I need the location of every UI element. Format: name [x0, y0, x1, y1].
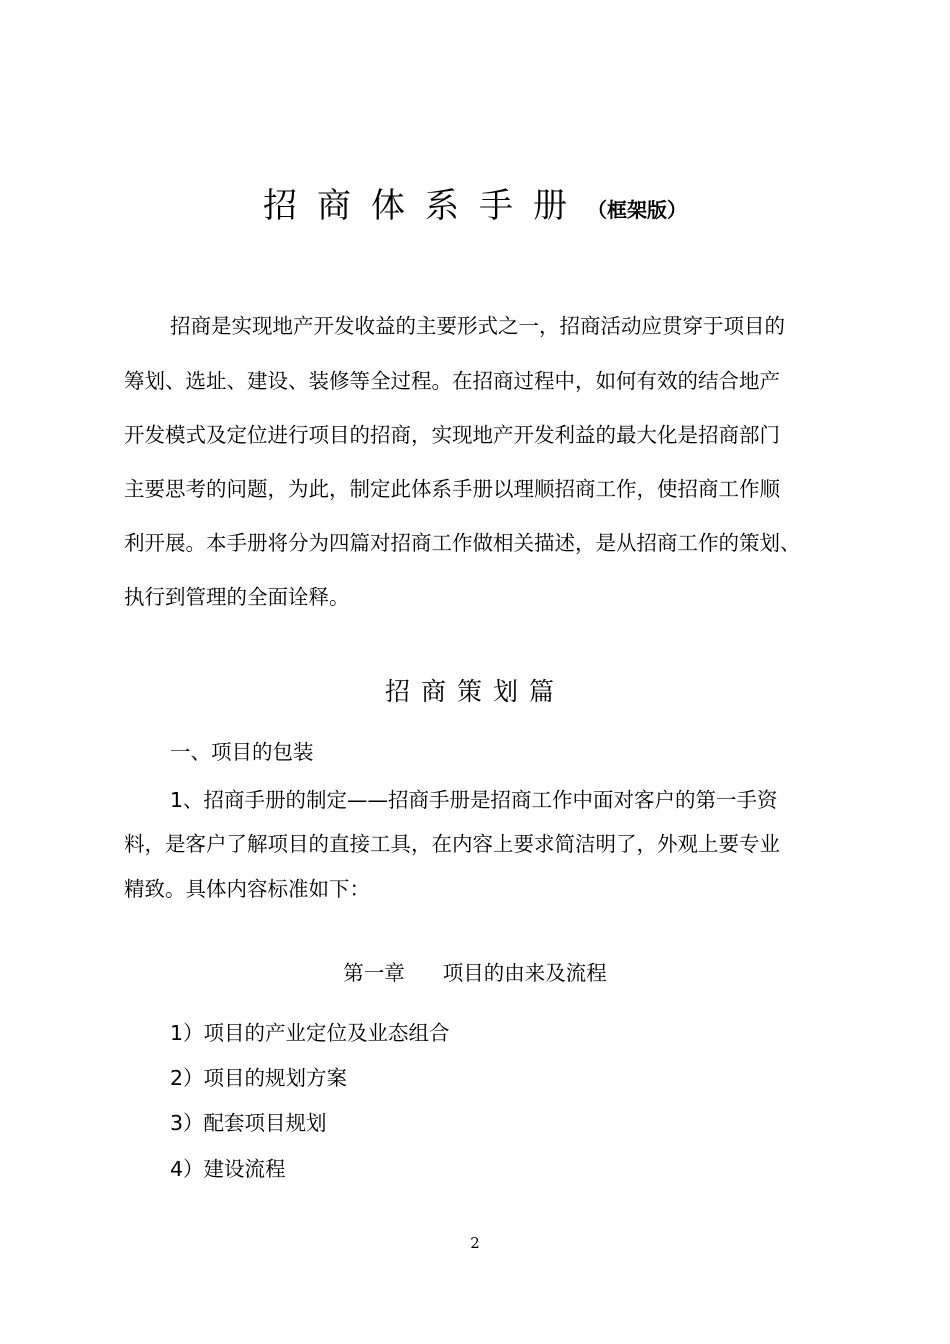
intro-line: 利开展。本手册将分为四篇对招商工作做相关描述，是从招商工作的策划、 [124, 531, 801, 555]
item-line: 料，是客户了解项目的直接工具，在内容上要求简洁明了，外观上要专业 [124, 832, 780, 856]
intro-line: 执行到管理的全面诠释。 [124, 585, 350, 609]
section-title: 招商策划篇 [384, 677, 565, 706]
chapter-number: 第一章 [343, 961, 405, 985]
title-subtitle: （框架版） [587, 198, 687, 222]
intro-line: 主要思考的问题，为此，制定此体系手册以理顺招商工作，使招商工作顺 [124, 477, 780, 501]
list-item: 4）建设流程 [170, 1157, 286, 1181]
intro-line: 开发模式及定位进行项目的招商，实现地产开发利益的最大化是招商部门 [124, 423, 780, 447]
title-main: 招商体系手册 [263, 186, 587, 226]
chapter-heading [0, 956, 950, 986]
chapter-title: 项目的由来及流程 [442, 961, 607, 985]
intro-line: 招商是实现地产开发收益的主要形式之一，招商活动应贯穿于项目的 [170, 314, 785, 338]
page-number: 2 [470, 1234, 480, 1252]
subsection-heading: 一、项目的包装 [170, 740, 314, 764]
intro-line: 筹划、选址、建设、装修等全过程。在招商过程中，如何有效的结合地产 [124, 369, 780, 393]
document-title [0, 178, 950, 227]
list-item: 3）配套项目规划 [170, 1111, 327, 1135]
item-line: 1、招商手册的制定——招商手册是招商工作中面对客户的第一手资 [170, 788, 778, 812]
list-item: 2）项目的规划方案 [170, 1066, 348, 1090]
list-item: 1）项目的产业定位及业态组合 [170, 1021, 450, 1045]
item-line: 精致。具体内容标准如下： [124, 877, 370, 901]
